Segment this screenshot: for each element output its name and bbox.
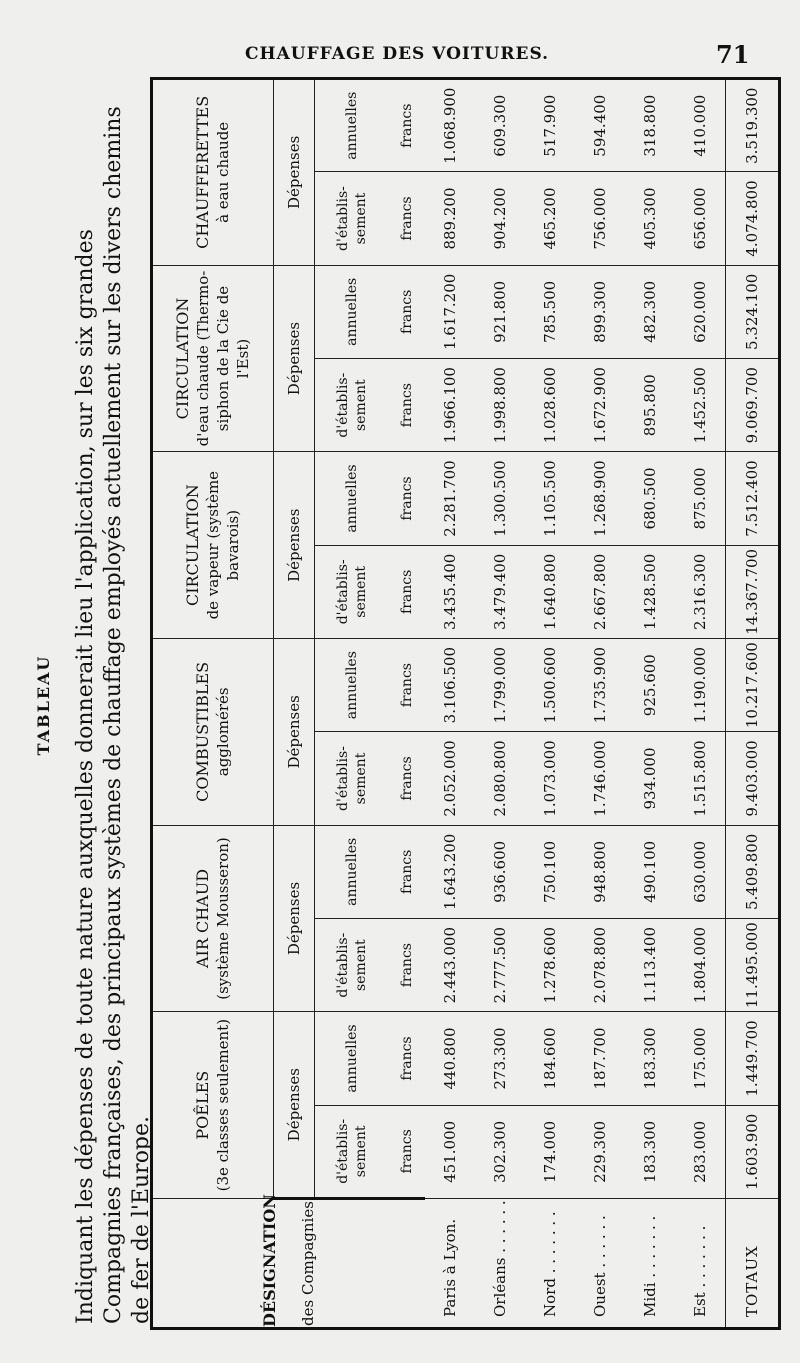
value-cell: 451.000 [425, 1105, 475, 1198]
value-cell: 785.500 [525, 265, 575, 358]
value-cell: 174.000 [525, 1105, 575, 1198]
value-cell: 2.777.500 [475, 919, 525, 1012]
system-detail: (système Mousseron) [214, 837, 232, 1000]
unit-label: francs [389, 639, 425, 732]
value-cell: 609.300 [475, 79, 525, 172]
system-name: AIR CHAUD [193, 868, 212, 969]
system-name: COMBUSTIBLES [193, 661, 212, 802]
value-cell: 1.068.900 [425, 79, 475, 172]
value-cell: 656.000 [675, 172, 726, 265]
system-name: POÊLES [193, 1070, 212, 1140]
company-name: Est . . . . . . . [675, 1199, 726, 1329]
total-cell: 14.367.700 [726, 545, 780, 638]
value-cell: 490.100 [625, 825, 675, 918]
value-cell: 934.000 [625, 732, 675, 825]
expenses-label: Dépenses [274, 452, 315, 639]
system-name: CHAUFFERETTES [193, 95, 212, 249]
total-cell: 10.217.600 [726, 639, 780, 732]
value-cell: 1.268.900 [575, 452, 625, 545]
establishment-label: d'établis-sement [315, 1105, 390, 1198]
establishment-label: d'établis-sement [315, 919, 390, 1012]
value-cell: 2.667.800 [575, 545, 625, 638]
company-name: Orléans . . . . . . [475, 1199, 525, 1329]
value-cell: 1.804.000 [675, 919, 726, 1012]
value-cell: 1.966.100 [425, 359, 475, 452]
value-cell: 482.300 [625, 265, 675, 358]
value-cell: 273.300 [475, 1012, 525, 1105]
total-cell: 5.324.100 [726, 265, 780, 358]
system-detail: de vapeur (système bavarois) [204, 470, 242, 620]
expense-type-row [315, 79, 390, 1329]
annual-label: annuelles [315, 79, 390, 172]
value-cell: 925.600 [625, 639, 675, 732]
value-cell: 1.799.000 [475, 639, 525, 732]
rotated-table-block [34, 80, 761, 1330]
company-name: Midi . . . . . . . [625, 1199, 675, 1329]
annual-label: annuelles [315, 825, 390, 918]
expenses-label: Dépenses [274, 265, 315, 452]
value-cell: 899.300 [575, 265, 625, 358]
total-cell: 9.403.000 [726, 732, 780, 825]
total-cell: 7.512.400 [726, 452, 780, 545]
table-row [575, 79, 625, 1329]
value-cell: 3.479.400 [475, 545, 525, 638]
table-row [675, 79, 726, 1329]
unit-label: francs [389, 1105, 425, 1198]
system-header-3 [152, 452, 274, 639]
annual-label: annuelles [315, 1012, 390, 1105]
totals-row [726, 79, 780, 1329]
value-cell: 875.000 [675, 452, 726, 545]
value-cell: 283.000 [675, 1105, 726, 1198]
value-cell: 1.643.200 [425, 825, 475, 918]
units-row [389, 79, 425, 1329]
value-cell: 318.800 [625, 79, 675, 172]
value-cell: 1.746.000 [575, 732, 625, 825]
value-cell: 175.000 [675, 1012, 726, 1105]
unit-label: francs [389, 79, 425, 172]
unit-label: francs [389, 452, 425, 545]
system-header-1 [152, 825, 274, 1012]
value-cell: 517.900 [525, 79, 575, 172]
total-cell: 5.409.800 [726, 825, 780, 918]
value-cell: 895.800 [625, 359, 675, 452]
system-header-2 [152, 639, 274, 826]
value-cell: 3.435.400 [425, 545, 475, 638]
company-name: Ouest . . . . . . [575, 1199, 625, 1329]
table-row [525, 79, 575, 1329]
table-row [475, 79, 525, 1329]
value-cell: 465.200 [525, 172, 575, 265]
value-cell: 2.316.300 [675, 545, 726, 638]
value-cell: 302.300 [475, 1105, 525, 1198]
value-cell: 630.000 [675, 825, 726, 918]
system-detail: agglomérés [214, 687, 232, 777]
value-cell: 183.300 [625, 1012, 675, 1105]
unit-label: francs [389, 732, 425, 825]
unit-label: francs [389, 545, 425, 638]
value-cell: 1.735.900 [575, 639, 625, 732]
expenses-label: Dépenses [274, 639, 315, 826]
annual-label: annuelles [315, 265, 390, 358]
table-row [625, 79, 675, 1329]
system-header-0 [152, 1012, 274, 1199]
unit-label: francs [389, 825, 425, 918]
unit-label: francs [389, 172, 425, 265]
unit-label: francs [389, 1012, 425, 1105]
value-cell: 229.300 [575, 1105, 625, 1198]
system-header-4 [152, 265, 274, 452]
total-cell: 3.519.300 [726, 79, 780, 172]
value-cell: 405.300 [625, 172, 675, 265]
value-cell: 440.800 [425, 1012, 475, 1105]
total-cell: 4.074.800 [726, 172, 780, 265]
value-cell: 1.672.900 [575, 359, 625, 452]
establishment-label: d'établis-sement [315, 732, 390, 825]
value-cell: 1.073.000 [525, 732, 575, 825]
designation-header: DÉSIGNATION [260, 1194, 279, 1327]
value-cell: 680.500 [625, 452, 675, 545]
value-cell: 1.998.800 [475, 359, 525, 452]
company-name: Nord . . . . . . . [525, 1199, 575, 1329]
table-title: TABLEAU [34, 654, 53, 756]
system-detail: à eau chaude [214, 121, 232, 223]
expenses-label: Dépenses [274, 1012, 315, 1199]
value-cell: 2.078.800 [575, 919, 625, 1012]
value-cell: 2.281.700 [425, 452, 475, 545]
expenses-label: Dépenses [274, 79, 315, 266]
table-caption: Indiquant les dépenses de toute nature auxquelles donnerait lieu l'application, sur les six grandes Compagnies françaises, des principaux systèmes de chauffage employés actuellement sur les divers chemins de fer de l'Europe. [73, 106, 154, 1324]
value-cell: 889.200 [425, 172, 475, 265]
system-header-5 [152, 79, 274, 266]
value-cell: 1.617.200 [425, 265, 475, 358]
value-cell: 1.428.500 [625, 545, 675, 638]
value-cell: 904.200 [475, 172, 525, 265]
system-name: CIRCULATION [183, 484, 202, 607]
value-cell: 620.000 [675, 265, 726, 358]
page-header [0, 40, 800, 80]
annual-label: annuelles [315, 639, 390, 732]
value-cell: 750.100 [525, 825, 575, 918]
totals-label: TOTAUX [726, 1199, 780, 1329]
value-cell: 594.400 [575, 79, 625, 172]
unit-label: francs [389, 919, 425, 1012]
value-cell: 410.000 [675, 79, 726, 172]
value-cell: 1.278.600 [525, 919, 575, 1012]
expenses-label-row [274, 79, 315, 1329]
value-cell: 1.190.000 [675, 639, 726, 732]
system-detail: d'eau chaude (Thermo-siphon de la Cie de l'Est) [194, 270, 252, 447]
system-header-row [152, 79, 274, 1329]
value-cell: 1.515.800 [675, 732, 726, 825]
total-cell: 1.449.700 [726, 1012, 780, 1105]
value-cell: 1.452.500 [675, 359, 726, 452]
value-cell: 187.700 [575, 1012, 625, 1105]
table-row [425, 79, 475, 1329]
annual-label: annuelles [315, 452, 390, 545]
value-cell: 1.105.500 [525, 452, 575, 545]
value-cell: 936.600 [475, 825, 525, 918]
value-cell: 756.000 [575, 172, 625, 265]
establishment-label: d'établis-sement [315, 359, 390, 452]
value-cell: 183.300 [625, 1105, 675, 1198]
designation-header-cell [152, 1194, 426, 1329]
designation-sub: des Compagnies [299, 1201, 317, 1326]
establishment-label: d'établis-sement [315, 172, 390, 265]
value-cell: 184.600 [525, 1012, 575, 1105]
unit-label: francs [389, 359, 425, 452]
unit-label: francs [389, 265, 425, 358]
value-cell: 948.800 [575, 825, 625, 918]
system-detail: (3e classes seulement) [214, 1018, 232, 1192]
company-name: Paris à Lyon. [425, 1199, 475, 1329]
value-cell: 2.080.800 [475, 732, 525, 825]
running-head: CHAUFFAGE DES VOITURES. [245, 44, 550, 64]
expenses-label: Dépenses [274, 825, 315, 1012]
value-cell: 1.300.500 [475, 452, 525, 545]
value-cell: 2.443.000 [425, 919, 475, 1012]
total-cell: 1.603.900 [726, 1105, 780, 1198]
value-cell: 3.106.500 [425, 639, 475, 732]
page-number: 71 [716, 40, 750, 69]
expenses-table [150, 77, 781, 1330]
table-heading [34, 80, 154, 1330]
establishment-label: d'établis-sement [315, 545, 390, 638]
value-cell: 1.640.800 [525, 545, 575, 638]
value-cell: 2.052.000 [425, 732, 475, 825]
value-cell: 921.800 [475, 265, 525, 358]
total-cell: 11.495.000 [726, 919, 780, 1012]
total-cell: 9.069.700 [726, 359, 780, 452]
system-name: CIRCULATION [173, 297, 192, 420]
value-cell: 1.028.600 [525, 359, 575, 452]
value-cell: 1.500.600 [525, 639, 575, 732]
value-cell: 1.113.400 [625, 919, 675, 1012]
